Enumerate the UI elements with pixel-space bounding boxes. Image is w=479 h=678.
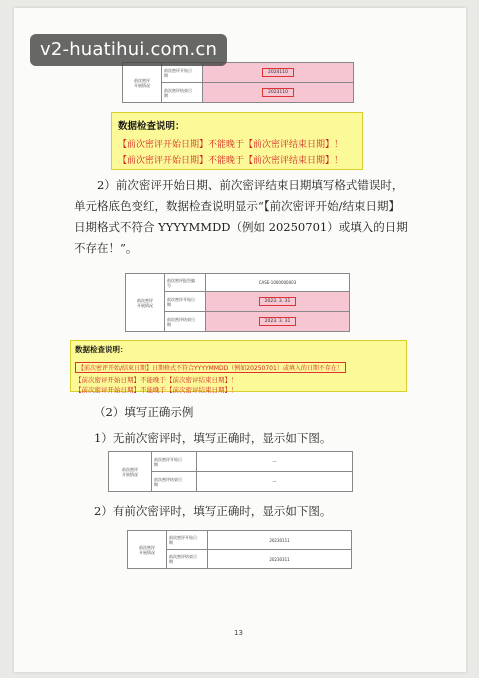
heading-correct-examples: （2）填写正确示例: [94, 405, 194, 419]
cell-end-date[interactable]: [203, 83, 354, 103]
figure-2-table: [125, 273, 350, 331]
data-check-line: 【前次密评开始日期】不能晚于【前次密评结束日期】！: [118, 156, 344, 166]
figure-1-table: [122, 62, 354, 102]
cell-value: 2023110: [262, 88, 294, 97]
data-check-box-2: [70, 340, 407, 392]
cell-start-date[interactable]: [203, 63, 354, 83]
left-label: 前次密评 开展情况: [109, 452, 152, 492]
row-label: 前次密评结束日 期: [165, 312, 206, 332]
data-check-line-format: 【前次密评开始/结束日期】日期格式不符合YYYYMMDD（例如20250701）或填入的日期不存在！: [75, 362, 346, 373]
page-number: 13: [234, 629, 243, 637]
row-label: 前次密评开始日 期: [167, 531, 208, 550]
row-label: 前次密评开始日 期: [162, 63, 203, 83]
cell-value: 2024110: [262, 68, 294, 77]
cell-start-date[interactable]: 20230111: [208, 531, 352, 550]
watermark: v2-huatihui.com.cn: [30, 34, 227, 66]
cell-start-date[interactable]: —: [197, 452, 353, 472]
cell-end-date[interactable]: —: [197, 472, 353, 492]
data-check-title: 数据检查说明：: [118, 121, 185, 132]
left-label: 前次密评 开展情况: [128, 531, 167, 569]
row-label: 前次密评结束日 期: [167, 550, 208, 569]
cell-value: 2023. 3. 31: [259, 297, 297, 306]
row-label: 前次密评结束日 期: [162, 83, 203, 103]
left-label: 前次密评 开展情况: [123, 63, 162, 103]
data-check-line: 【前次密评开始日期】不能晚于【前次密评结束日期】！: [75, 386, 238, 394]
paragraph-format-error: 2）前次密评开始日期、前次密评结束日期填写格式错误时，单元格底色变红，数据检查说明显示“【前次密评开始/结束日期】日期格式不符合 YYYYMMDD（例如 20250701）或填入的日期不存在！”。: [74, 178, 408, 255]
data-check-box-1: [111, 112, 363, 170]
figure-4-table: [127, 530, 352, 568]
cell-start-date[interactable]: [206, 292, 350, 312]
data-check-line: 【前次密评开始日期】不能晚于【前次密评结束日期】！: [75, 376, 238, 384]
data-check-line: 【前次密评开始日期】不能晚于【前次密评结束日期】！: [118, 140, 344, 150]
cell-value: 2023. 3. 31: [259, 317, 297, 326]
row-label: 前次密评结束日 期: [152, 472, 197, 492]
heading-no-previous: 1）无前次密评时，填写正确时，显示如下图。: [94, 431, 332, 445]
data-check-title: 数据检查说明：: [75, 345, 128, 354]
figure-3-table: [108, 451, 353, 491]
heading-with-previous: 2）有前次密评时，填写正确时，显示如下图。: [94, 504, 332, 518]
cell-end-date[interactable]: 20230311: [208, 550, 352, 569]
left-label: 前次密评 开展情况: [126, 274, 165, 332]
row-label: 前次密评开始日 期: [152, 452, 197, 472]
cell-end-date[interactable]: [206, 312, 350, 332]
cell-report-number[interactable]: CASE-1000000003: [206, 274, 350, 292]
row-label: 前次密评报告编 号: [165, 274, 206, 292]
row-label: 前次密评开始日 期: [165, 292, 206, 312]
